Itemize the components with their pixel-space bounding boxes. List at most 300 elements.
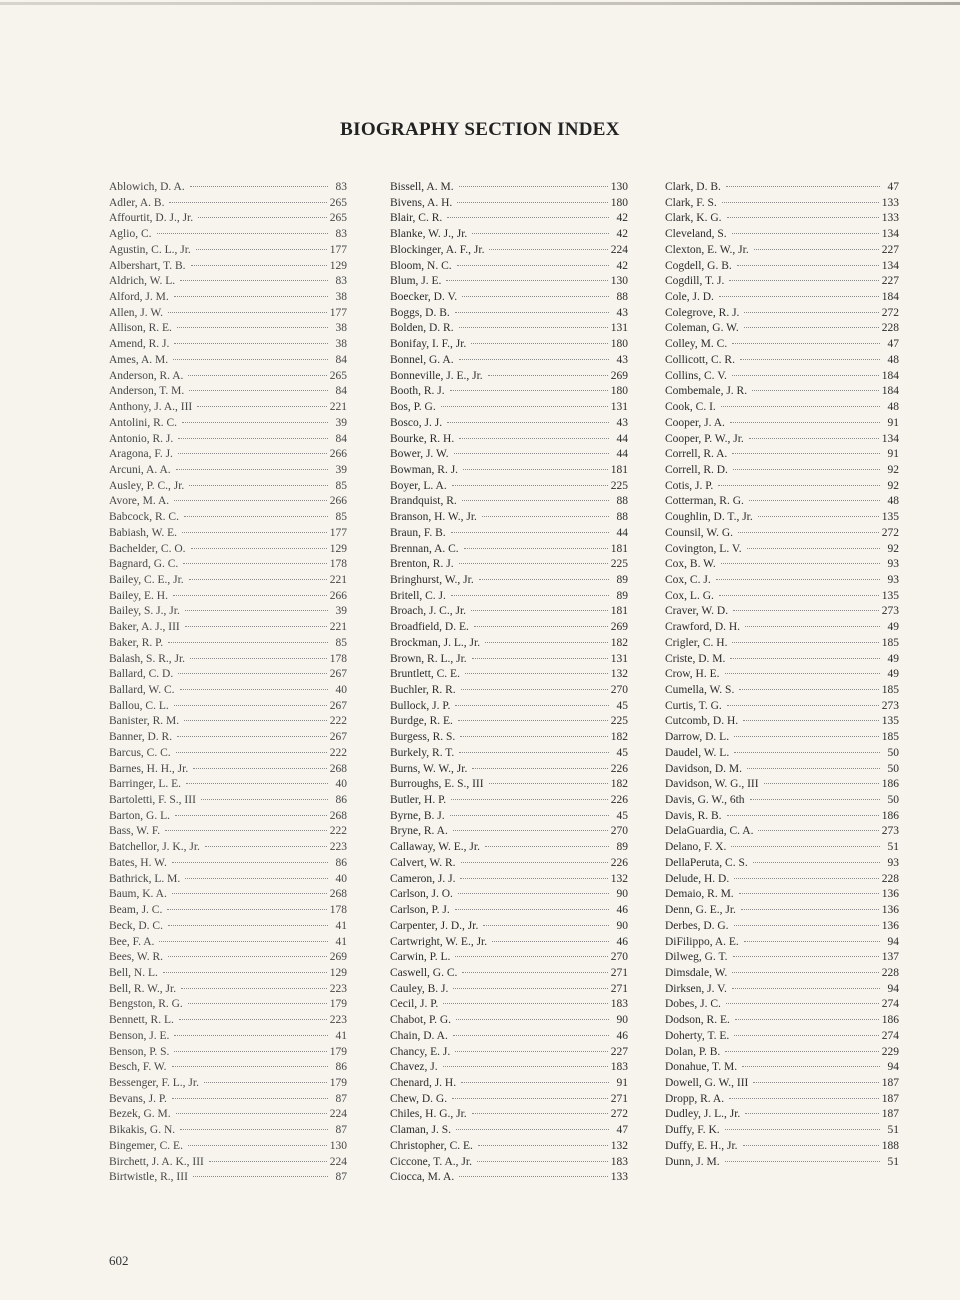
index-entry	[665, 1060, 899, 1076]
dot-leader	[732, 452, 880, 454]
index-entry	[665, 919, 899, 935]
entry-page-number: 266	[329, 589, 347, 602]
dot-leader	[455, 311, 609, 313]
entry-page-number: 274	[881, 998, 899, 1011]
index-entry	[665, 1045, 899, 1061]
entry-name: Dolan, P. B.	[665, 1045, 721, 1058]
entry-page-number: 93	[887, 558, 899, 571]
index-entry	[109, 1155, 347, 1171]
entry-name: Crow, H. E.	[665, 668, 720, 681]
dot-leader	[488, 374, 608, 376]
index-entry	[390, 1107, 628, 1123]
entry-page-number: 186	[881, 809, 899, 822]
index-entry	[109, 337, 347, 353]
dot-leader	[727, 704, 879, 706]
entry-page-number: 228	[881, 872, 899, 885]
index-entry	[390, 589, 628, 605]
index-entry	[665, 652, 899, 668]
entry-page-number: 38	[335, 322, 347, 335]
dot-leader	[730, 421, 880, 423]
entry-name: Booth, R. J.	[390, 385, 445, 398]
entry-name: Burroughs, E. S., III	[390, 778, 484, 791]
index-entry	[109, 1170, 347, 1186]
dot-leader	[725, 1128, 880, 1130]
entry-name: Aldrich, W. L.	[109, 275, 176, 288]
entry-name: Babiash, W. E.	[109, 526, 178, 539]
entry-name: Blum, J. E.	[390, 275, 442, 288]
index-entry	[109, 872, 347, 888]
entry-page-number: 179	[329, 998, 347, 1011]
entry-name: Anderson, T. M.	[109, 385, 185, 398]
entry-name: Batchellor, J. K., Jr.	[109, 841, 200, 854]
entry-page-number: 91	[887, 416, 899, 429]
dot-leader	[452, 1097, 608, 1099]
entry-name: Davidson, W. G., III	[665, 778, 759, 791]
entry-name: Collins, C. V.	[665, 369, 727, 382]
dot-leader	[183, 562, 326, 564]
entry-name: Collicott, C. R.	[665, 353, 735, 366]
dot-leader	[443, 1002, 608, 1004]
dot-leader	[157, 232, 329, 234]
entry-page-number: 47	[887, 181, 899, 193]
entry-page-number: 136	[881, 888, 899, 901]
entry-page-number: 49	[887, 668, 899, 681]
index-entry	[665, 494, 899, 510]
index-entry	[390, 494, 628, 510]
index-entry	[109, 510, 347, 526]
dot-leader	[454, 452, 609, 454]
entry-name: Broach, J. C., Jr.	[390, 605, 467, 618]
dot-leader	[178, 452, 327, 454]
index-entry	[390, 432, 628, 448]
dot-leader	[489, 248, 607, 250]
entry-name: Colegrove, R. J.	[665, 306, 740, 319]
entry-page-number: 273	[881, 605, 899, 618]
index-entry	[109, 762, 347, 778]
index-entry	[665, 950, 899, 966]
entry-page-number: 227	[881, 243, 899, 256]
dot-leader	[721, 405, 880, 407]
dot-leader	[181, 987, 327, 989]
index-entry	[665, 620, 899, 636]
dot-leader	[735, 1018, 879, 1020]
dot-leader	[479, 578, 609, 580]
dot-leader	[753, 861, 880, 863]
entry-name: Bachelder, C. O.	[109, 542, 186, 555]
dot-leader	[459, 751, 609, 753]
index-entry	[665, 1076, 899, 1092]
entry-page-number: 50	[887, 762, 899, 775]
index-entry	[390, 227, 628, 243]
entry-page-number: 85	[335, 479, 347, 492]
entry-name: Burkely, R. T.	[390, 746, 455, 759]
index-entry	[109, 699, 347, 715]
dot-leader	[451, 798, 608, 800]
entry-page-number: 48	[887, 401, 899, 414]
entry-page-number: 181	[610, 463, 628, 476]
entry-page-number: 51	[887, 1155, 899, 1168]
entry-name: Banister, R. M.	[109, 715, 180, 728]
dot-leader	[482, 515, 609, 517]
index-entry	[665, 1123, 899, 1139]
entry-page-number: 177	[329, 243, 347, 256]
entry-name: Bolden, D. R.	[390, 322, 454, 335]
entry-name: Callaway, W. E., Jr.	[390, 841, 480, 854]
entry-name: Adler, A. B.	[109, 196, 165, 209]
entry-name: Baum, K. A.	[109, 888, 167, 901]
entry-name: Bevans, J. P.	[109, 1092, 167, 1105]
entry-name: Beam, J. C.	[109, 904, 163, 917]
index-entry	[390, 840, 628, 856]
entry-page-number: 39	[335, 416, 347, 429]
entry-page-number: 181	[610, 605, 628, 618]
entry-name: Cook, C. I.	[665, 401, 716, 414]
index-entry	[390, 824, 628, 840]
entry-page-number: 223	[329, 1014, 347, 1027]
dot-leader	[189, 484, 328, 486]
index-entry	[109, 840, 347, 856]
index-entry	[109, 620, 347, 636]
dot-leader	[184, 719, 327, 721]
entry-page-number: 50	[887, 746, 899, 759]
entry-page-number: 268	[329, 888, 347, 901]
dot-leader	[453, 829, 608, 831]
index-entry	[390, 243, 628, 259]
dot-leader	[749, 437, 879, 439]
dot-leader	[165, 829, 327, 831]
index-entry	[665, 1139, 899, 1155]
index-entry	[390, 353, 628, 369]
entry-page-number: 228	[881, 322, 899, 335]
entry-name: Bessenger, F. L., Jr.	[109, 1076, 199, 1089]
entry-name: Bezek, G. M.	[109, 1108, 171, 1121]
dot-leader	[460, 735, 607, 737]
entry-name: Bullock, J. P.	[390, 699, 451, 712]
entry-name: Davis, G. W., 6th	[665, 794, 745, 807]
dot-leader	[747, 767, 880, 769]
entry-page-number: 267	[329, 699, 347, 712]
index-entry	[665, 243, 899, 259]
entry-name: Baker, A. J., III	[109, 621, 180, 634]
dot-leader	[447, 421, 609, 423]
dot-leader	[172, 1097, 328, 1099]
index-entry	[665, 966, 899, 982]
index-entry	[390, 714, 628, 730]
entry-name: Brandquist, R.	[390, 495, 457, 508]
entry-name: Antolini, R. C.	[109, 416, 178, 429]
entry-name: Bailey, E. H.	[109, 589, 168, 602]
dot-leader	[733, 609, 879, 611]
entry-name: Bees, W. R.	[109, 951, 163, 964]
entry-page-number: 90	[616, 888, 628, 901]
entry-page-number: 272	[881, 306, 899, 319]
entry-name: Cecil, J. P.	[390, 998, 439, 1011]
entry-page-number: 272	[881, 526, 899, 539]
dot-leader	[732, 987, 880, 989]
index-entry	[109, 1123, 347, 1139]
index-entry	[665, 432, 899, 448]
index-entry	[109, 1045, 347, 1061]
entry-page-number: 46	[616, 904, 628, 917]
index-entry	[109, 526, 347, 542]
index-entry	[665, 777, 899, 793]
entry-name: Alford, J. M.	[109, 291, 169, 304]
entry-name: Dudley, J. L., Jr.	[665, 1108, 741, 1121]
index-entry	[390, 683, 628, 699]
dot-leader	[719, 295, 879, 297]
index-entry	[665, 180, 899, 196]
index-entry	[109, 416, 347, 432]
entry-page-number: 226	[610, 762, 628, 775]
index-entry	[109, 432, 347, 448]
entry-page-number: 83	[335, 228, 347, 241]
index-entry	[665, 997, 899, 1013]
entry-page-number: 132	[610, 668, 628, 681]
dot-leader	[450, 389, 608, 391]
index-entry	[109, 809, 347, 825]
entry-page-number: 43	[616, 353, 628, 366]
index-entry	[109, 290, 347, 306]
entry-name: Bell, R. W., Jr.	[109, 982, 177, 995]
dot-leader	[459, 326, 608, 328]
dot-leader	[483, 924, 609, 926]
entry-name: Ballard, W. C.	[109, 684, 175, 696]
entry-name: Blair, C. R.	[390, 212, 443, 225]
index-entry	[109, 1139, 347, 1155]
dot-leader	[464, 547, 608, 549]
index-entry	[665, 321, 899, 337]
entry-page-number: 87	[335, 1092, 347, 1105]
dot-leader	[754, 248, 879, 250]
entry-name: Calvert, W. R.	[390, 856, 456, 869]
index-entry	[109, 306, 347, 322]
dot-leader	[191, 264, 327, 266]
index-entry	[665, 636, 899, 652]
index-entry	[665, 746, 899, 762]
entry-name: Barnes, H. H., Jr.	[109, 762, 189, 775]
index-entry	[390, 636, 628, 652]
index-entry	[109, 447, 347, 463]
dot-leader	[456, 1128, 609, 1130]
index-entry	[109, 887, 347, 903]
entry-page-number: 94	[887, 982, 899, 995]
index-entry	[665, 369, 899, 385]
entry-name: Cotis, J. P.	[665, 479, 714, 492]
entry-name: Davis, R. B.	[665, 809, 722, 822]
dot-leader	[744, 326, 879, 328]
index-entry	[665, 903, 899, 919]
index-entry	[109, 777, 347, 793]
dot-leader	[174, 704, 327, 706]
entry-page-number: 274	[881, 1029, 899, 1042]
entry-page-number: 133	[881, 196, 899, 209]
index-entry	[390, 652, 628, 668]
dot-leader	[734, 1034, 878, 1036]
entry-name: Baker, R. P.	[109, 636, 164, 649]
entry-page-number: 89	[616, 573, 628, 586]
entry-page-number: 86	[335, 856, 347, 869]
entry-name: DellaPeruta, C. S.	[665, 856, 748, 869]
dot-leader	[477, 1160, 608, 1162]
index-entry	[109, 542, 347, 558]
entry-name: Ballard, C. D.	[109, 668, 174, 681]
dot-leader	[451, 594, 609, 596]
top-border-rule	[0, 2, 960, 5]
dot-leader	[744, 311, 878, 313]
page-title: BIOGRAPHY SECTION INDEX	[340, 119, 620, 140]
entry-name: Branson, H. W., Jr.	[390, 511, 477, 524]
index-entry	[109, 1107, 347, 1123]
entry-page-number: 269	[329, 951, 347, 964]
index-entry	[665, 793, 899, 809]
entry-name: Daudel, W. L.	[665, 746, 730, 759]
index-entry	[109, 856, 347, 872]
index-entry	[390, 369, 628, 385]
entry-name: Delude, H. D.	[665, 872, 730, 885]
index-entry	[665, 604, 899, 620]
entry-name: Banner, D. R.	[109, 731, 173, 744]
dot-leader	[173, 358, 328, 360]
index-entry	[665, 463, 899, 479]
index-entry	[665, 337, 899, 353]
entry-name: Bikakis, G. N.	[109, 1124, 176, 1137]
entry-page-number: 224	[329, 1155, 347, 1168]
dot-leader	[447, 216, 609, 218]
entry-name: Barcus, C. C.	[109, 746, 171, 759]
entry-page-number: 178	[329, 652, 347, 665]
entry-page-number: 94	[887, 1061, 899, 1074]
entry-name: Bissell, A. M.	[390, 181, 454, 193]
entry-page-number: 177	[329, 526, 347, 539]
entry-name: Bonnel, G. A.	[390, 353, 454, 366]
entry-name: Dobes, J. C.	[665, 998, 721, 1011]
entry-name: Chancy, E. J.	[390, 1045, 451, 1058]
index-entry	[390, 935, 628, 951]
entry-name: Brenton, R. J.	[390, 558, 454, 571]
dot-leader	[163, 971, 327, 973]
entry-page-number: 183	[610, 1061, 628, 1074]
entry-name: Cotterman, R. G.	[665, 495, 744, 508]
entry-page-number: 223	[329, 982, 347, 995]
dot-leader	[459, 1175, 608, 1177]
dot-leader	[185, 625, 327, 627]
entry-name: Arcuni, A. A.	[109, 463, 171, 476]
entry-name: Cameron, J. J.	[390, 872, 456, 885]
entry-page-number: 47	[887, 338, 899, 351]
entry-page-number: 93	[887, 573, 899, 586]
entry-page-number: 270	[610, 951, 628, 964]
index-entry	[665, 259, 899, 275]
entry-name: Birchett, J. A. K., III	[109, 1155, 204, 1168]
dot-leader	[734, 735, 879, 737]
dot-leader	[446, 279, 607, 281]
entry-page-number: 185	[881, 636, 899, 649]
index-entry	[665, 982, 899, 998]
entry-page-number: 50	[887, 794, 899, 807]
index-entry	[109, 353, 347, 369]
entry-page-number: 85	[335, 636, 347, 649]
entry-page-number: 129	[329, 259, 347, 272]
entry-name: Ausley, P. C., Jr.	[109, 479, 185, 492]
entry-page-number: 185	[881, 684, 899, 696]
entry-name: Clark, D. B.	[665, 181, 721, 193]
entry-name: Craver, W. D.	[665, 605, 729, 618]
entry-name: Cogdell, G. B.	[665, 259, 732, 272]
entry-page-number: 269	[610, 621, 628, 634]
entry-page-number: 42	[616, 228, 628, 241]
index-entry	[665, 384, 899, 400]
index-entry	[109, 227, 347, 243]
dot-leader	[732, 232, 879, 234]
dot-leader	[492, 940, 609, 942]
entry-name: Cox, L. G.	[665, 589, 714, 602]
entry-name: Clexton, E. W., Jr.	[665, 243, 749, 256]
entry-name: Dowell, G. W., III	[665, 1076, 749, 1089]
index-entry	[109, 180, 347, 196]
index-entry	[665, 447, 899, 463]
index-entry	[665, 1155, 899, 1171]
entry-page-number: 225	[610, 558, 628, 571]
entry-page-number: 40	[335, 684, 347, 696]
index-entry	[390, 290, 628, 306]
dot-leader	[725, 1160, 880, 1162]
entry-name: Allison, R. E.	[109, 322, 172, 335]
index-entry	[665, 872, 899, 888]
index-entry	[109, 243, 347, 259]
dot-leader	[189, 578, 327, 580]
entry-name: Carpenter, J. D., Jr.	[390, 919, 479, 932]
index-entry	[390, 400, 628, 416]
index-entry	[665, 510, 899, 526]
entry-page-number: 45	[616, 809, 628, 822]
index-entry	[109, 966, 347, 982]
index-entry	[109, 211, 347, 227]
entry-page-number: 221	[329, 573, 347, 586]
index-entry	[665, 479, 899, 495]
index-entry	[109, 1029, 347, 1045]
entry-page-number: 91	[887, 448, 899, 461]
entry-name: Cole, J. D.	[665, 291, 714, 304]
index-entry	[665, 211, 899, 227]
dot-leader	[201, 798, 328, 800]
entry-page-number: 130	[610, 181, 628, 193]
entry-page-number: 38	[335, 338, 347, 351]
index-entry	[665, 856, 899, 872]
entry-name: Bowman, R. J.	[390, 463, 459, 476]
entry-page-number: 136	[881, 919, 899, 932]
entry-page-number: 44	[616, 526, 628, 539]
dot-leader	[168, 641, 328, 643]
entry-name: Bivens, A. H.	[390, 196, 453, 209]
index-entry	[390, 950, 628, 966]
entry-page-number: 184	[881, 369, 899, 382]
entry-page-number: 131	[610, 652, 628, 665]
index-entry	[109, 683, 347, 699]
dot-leader	[175, 814, 327, 816]
index-entry	[665, 353, 899, 369]
entry-name: Covington, L. V.	[665, 542, 742, 555]
dot-leader	[739, 688, 878, 690]
entry-name: Balash, S. R., Jr.	[109, 652, 186, 665]
entry-name: Chiles, H. G., Jr.	[390, 1108, 467, 1121]
dot-leader	[716, 578, 880, 580]
dot-leader	[174, 295, 328, 297]
index-entry	[109, 730, 347, 746]
index-entry	[109, 384, 347, 400]
entry-name: Bryne, R. A.	[390, 825, 448, 838]
index-entry	[390, 887, 628, 903]
dot-leader	[743, 1144, 879, 1146]
